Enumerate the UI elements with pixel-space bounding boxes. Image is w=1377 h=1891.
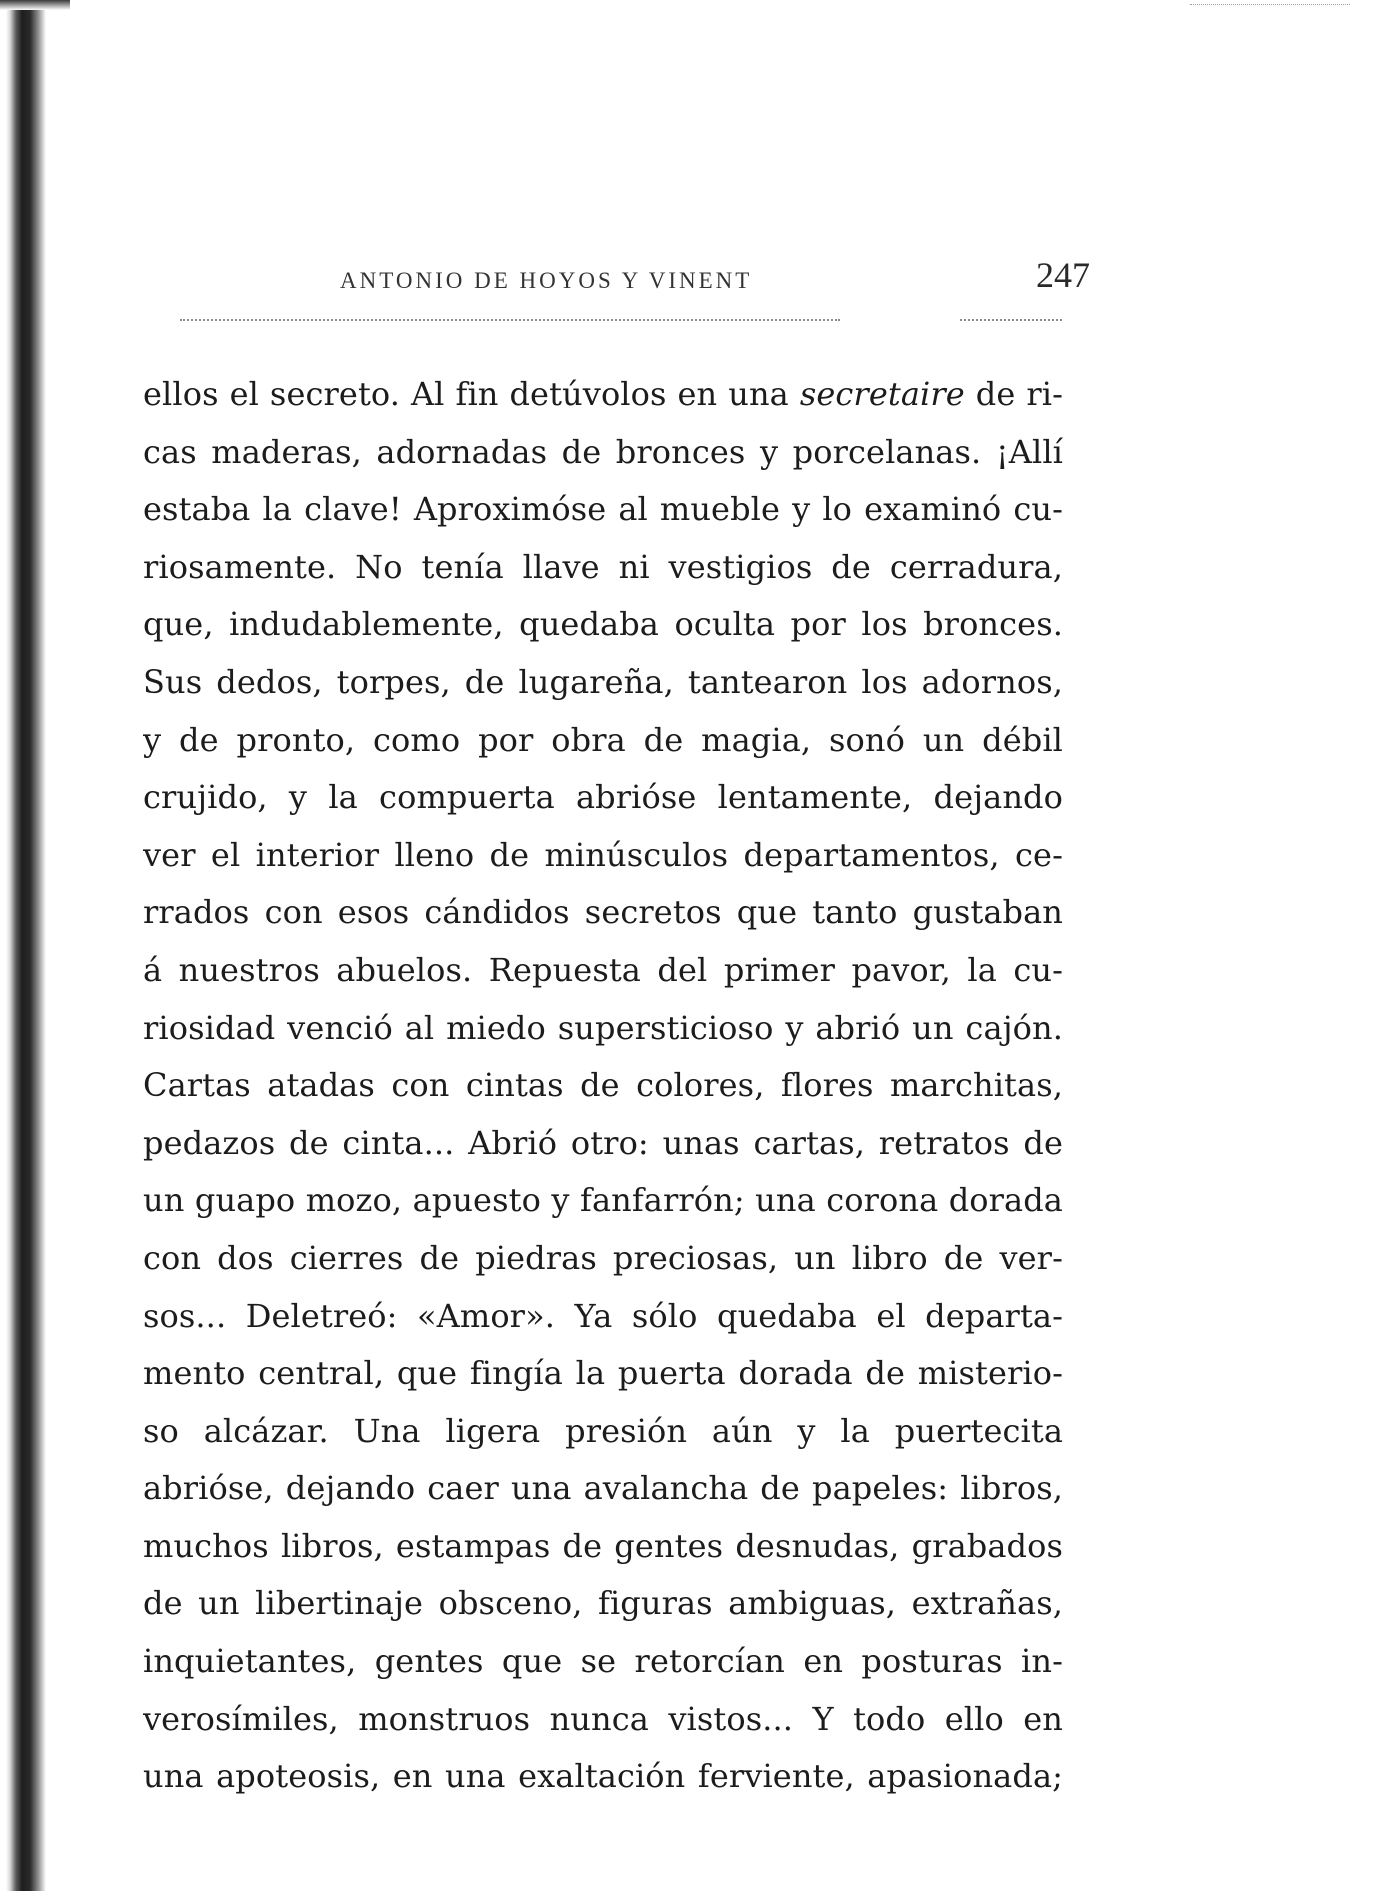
text-line <box>143 654 1063 712</box>
running-head: ANTONIO DE HOYOS Y VINENT <box>340 268 753 293</box>
text-line <box>143 596 1063 654</box>
text-line <box>143 1288 1063 1346</box>
text-line-tail: de ri- <box>964 375 1063 413</box>
text-line <box>143 1172 1063 1230</box>
text-line-content: de un libertinaje obsceno, figuras ambiguas, extrañas, <box>143 1584 1063 1623</box>
text-line-content: abrióse, dejando caer una avalancha de papeles: libros, <box>143 1469 1063 1508</box>
text-line-content: pedazos de cinta... Abrió otro: unas cartas, retratos de <box>143 1123 1063 1162</box>
text-line-content: y de pronto, como por obra de magia, sonó un débil <box>143 720 1063 759</box>
text-line-content: crujido, y la compuerta abrióse lentamente, dejando <box>143 778 1063 817</box>
text-line-content: mento central, que fingía la puerta dorada de misterio- <box>143 1354 1063 1393</box>
text-line <box>143 424 1063 482</box>
text-line-content: rrados con esos cándidos secretos que tanto gustaban <box>143 893 1063 932</box>
text-line-content: Sus dedos, torpes, de lugareña, tantearon los adornos, <box>143 662 1063 701</box>
text-line-content: so alcázar. Una ligera presión aún y la puertecita <box>143 1411 1063 1450</box>
text-line <box>143 1575 1063 1633</box>
text-line-content: ellos el secreto. Al fin detúvolos en una <box>143 375 800 413</box>
text-line <box>143 1691 1063 1749</box>
text-line <box>143 1633 1063 1691</box>
binding-top-edge <box>0 0 70 10</box>
text-line <box>143 712 1063 770</box>
text-line-content: sos... Deletreó: «Amor». Ya sólo quedaba el departa- <box>143 1296 1063 1335</box>
text-line <box>143 942 1063 1000</box>
text-line-content: riosidad venció al miedo supersticioso y abrió un cajón. <box>143 1008 1063 1047</box>
text-line <box>143 1057 1063 1115</box>
text-line-content: muchos libros, estampas de gentes desnudas, grabados <box>143 1526 1063 1565</box>
text-line-content: inquietantes, gentes que se retorcían en posturas in- <box>143 1642 1063 1681</box>
text-line <box>143 1115 1063 1173</box>
text-line-content: á nuestros abuelos. Repuesta del primer pavor, la cu- <box>143 950 1063 989</box>
text-line <box>143 1230 1063 1288</box>
text-line <box>143 539 1063 597</box>
text-line <box>143 1345 1063 1403</box>
text-line <box>143 1748 1063 1806</box>
text-line-content: cas maderas, adornadas de bronces y porcelanas. ¡Allí <box>143 432 1063 471</box>
header-rule-right <box>960 319 1062 321</box>
page-number: 247 <box>1036 255 1090 295</box>
text-line-content: que, indudablemente, quedaba oculta por los bronces. <box>143 605 1063 644</box>
italic-term: secretaire <box>799 375 965 413</box>
text-line <box>143 884 1063 942</box>
text-line <box>143 481 1063 539</box>
header-rule-left <box>180 319 840 321</box>
text-line <box>143 827 1063 885</box>
text-line-content: riosamente. No tenía llave ni vestigios de cerradura, <box>143 547 1063 586</box>
text-line <box>143 1403 1063 1461</box>
text-line <box>143 1460 1063 1518</box>
top-edge-rule <box>1190 4 1350 5</box>
text-line <box>143 769 1063 827</box>
text-line-content: una apoteosis, en una exaltación ferviente, apasionada; <box>143 1757 1063 1796</box>
text-line-content: verosímiles, monstruos nunca vistos... Y todo ello en <box>143 1699 1063 1738</box>
text-line <box>143 366 1063 424</box>
text-line <box>143 1000 1063 1058</box>
text-line-content: ver el interior lleno de minúsculos departamentos, ce- <box>143 835 1063 874</box>
body-text <box>143 366 1063 1806</box>
text-line <box>143 1518 1063 1576</box>
text-line-content: con dos cierres de piedras preciosas, un libro de ver- <box>143 1238 1063 1277</box>
text-line-content: estaba la clave! Aproximóse al mueble y lo examinó cu- <box>143 490 1063 529</box>
book-binding-shadow <box>0 0 46 1891</box>
text-line-content: un guapo mozo, apuesto y fanfarrón; una corona dorada <box>143 1181 1063 1220</box>
text-line-content: Cartas atadas con cintas de colores, flores marchitas, <box>143 1066 1063 1105</box>
